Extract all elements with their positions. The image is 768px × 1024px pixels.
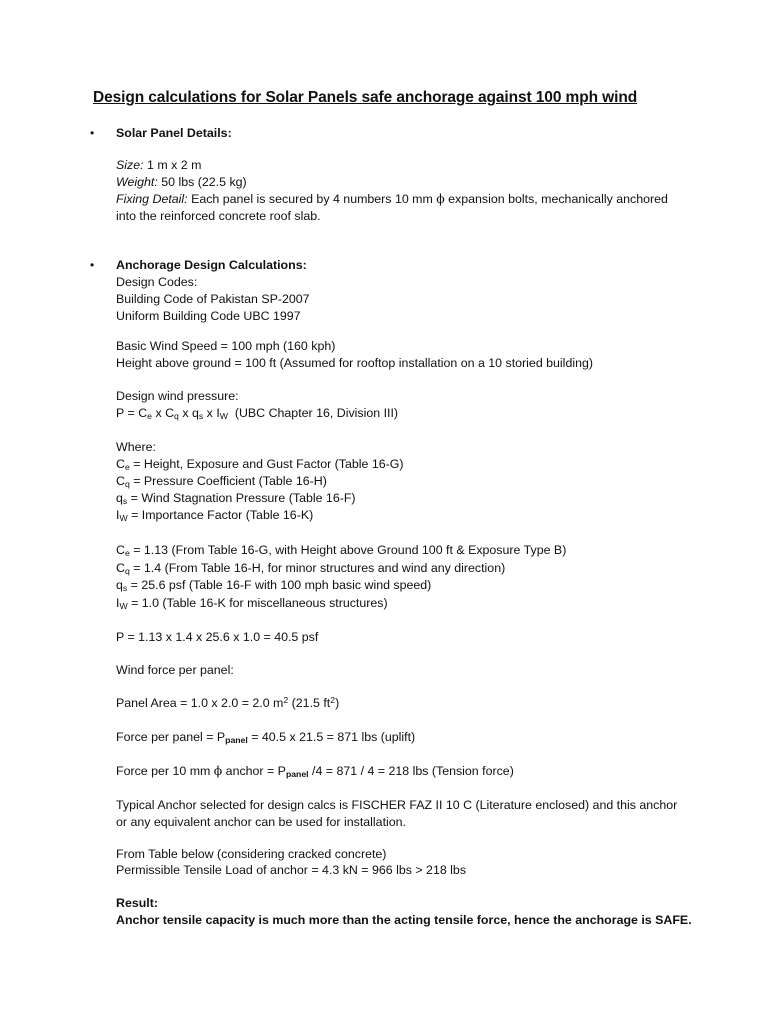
anchorage-heading: Anchorage Design Calculations: (116, 258, 307, 272)
sub-s: s (122, 583, 128, 594)
typical-anchor-line-1: Typical Anchor selected for design calcs is FISCHER FAZ II 10 C (Literature enclosed) and this anchor (116, 798, 678, 812)
force-text: /4 = 871 / 4 = 218 lbs (Tension force) (308, 764, 514, 778)
phi-symbol: ϕ (213, 763, 223, 778)
sub-w: W (119, 513, 128, 524)
value-text: = 1.4 (From Table 16-H, for minor structures and wind any direction) (129, 561, 506, 575)
superscript-2: 2 (283, 695, 289, 706)
area-text: (21.5 ft (288, 696, 331, 710)
definition-ce (116, 457, 404, 473)
sub-e: e (147, 411, 152, 422)
definition-iw (116, 508, 314, 524)
sub-q: q (124, 566, 130, 577)
fixing-line (116, 193, 668, 205)
area-text: ) (335, 696, 340, 710)
symbol-x: x (206, 406, 213, 420)
size-line (116, 159, 201, 171)
fixing-value-pre: Each panel is secured by 4 numbers 10 mm (191, 192, 437, 206)
definition-cq (116, 474, 327, 490)
symbol-i: I (216, 406, 220, 420)
symbol-q: q (116, 491, 123, 505)
size-value: 1 m x 2 m (147, 158, 202, 172)
symbol-c: C (165, 406, 175, 420)
symbol-i: I (116, 596, 120, 610)
pressure-formula (116, 406, 399, 422)
definition-text: = Wind Stagnation Pressure (Table 16-F) (127, 491, 356, 505)
sub-q: q (124, 479, 130, 490)
value-qs (116, 578, 432, 594)
definition-text: = Importance Factor (Table 16-K) (127, 508, 314, 522)
sub-panel: panel (285, 769, 309, 780)
panel-heading: Solar Panel Details: (116, 126, 232, 140)
formula-reference: (UBC Chapter 16, Division III) (234, 406, 399, 420)
force-text: = 40.5 x 21.5 = 871 lbs (uplift) (247, 730, 416, 744)
force-text: Force per 10 mm (116, 764, 214, 778)
symbol-c: C (116, 561, 125, 575)
force-text: anchor = P (222, 764, 286, 778)
document-title: Design calculations for Solar Panels safe anchorage against 100 mph wind (93, 89, 638, 106)
superscript-2: 2 (330, 695, 336, 706)
sub-s: s (198, 411, 204, 422)
force-label: Wind force per panel: (116, 663, 234, 677)
fixing-label: Fixing Detail: (116, 192, 188, 206)
pressure-result: P = 1.13 x 1.4 x 25.6 x 1.0 = 40.5 psf (116, 630, 319, 644)
pressure-label: Design wind pressure: (116, 389, 239, 403)
code-line-2: Uniform Building Code UBC 1997 (116, 309, 301, 323)
symbol-q: q (116, 578, 123, 592)
definition-text: = Height, Exposure and Gust Factor (Table 16-G) (129, 457, 404, 471)
symbol-c: C (116, 543, 125, 557)
symbol-x: x (155, 406, 162, 420)
sub-e: e (124, 462, 130, 473)
force-text: Force per panel = P (116, 730, 226, 744)
weight-value: 50 lbs (22.5 kg) (161, 175, 247, 189)
panel-area-line (116, 697, 339, 709)
weight-label: Weight: (116, 175, 158, 189)
symbol-q: q (191, 406, 199, 420)
value-text: = 25.6 psf (Table 16-F with 100 mph basic wind speed) (127, 578, 432, 592)
code-line-1: Building Code of Pakistan SP-2007 (116, 292, 310, 306)
result-text: Anchor tensile capacity is much more than the acting tensile force, hence the anchorage is SAFE. (116, 913, 692, 927)
height-line: Height above ground = 100 ft (Assumed for rooftop installation on a 10 storied building) (116, 356, 593, 370)
symbol-i: I (116, 508, 120, 522)
sub-panel: panel (225, 735, 248, 746)
symbol-c: C (116, 474, 125, 488)
wind-speed-line: Basic Wind Speed = 100 mph (160 kph) (116, 339, 336, 353)
force-per-panel-line (116, 730, 416, 746)
value-iw (116, 596, 388, 612)
fixing-value-post: expansion bolts, mechanically anchored (444, 192, 668, 206)
symbol-c: C (138, 406, 148, 420)
symbol-c: C (116, 457, 125, 471)
sub-w: W (219, 411, 228, 422)
result-label: Result: (116, 896, 158, 910)
typical-anchor-line-2: or any equivalent anchor can be used for installation. (116, 815, 406, 829)
bullet-marker: • (90, 126, 95, 140)
codes-label: Design Codes: (116, 275, 198, 289)
phi-symbol: ϕ (436, 191, 445, 206)
fixing-line-2: into the reinforced concrete roof slab. (116, 209, 321, 223)
force-per-anchor-line (116, 763, 514, 780)
definition-qs (116, 491, 356, 507)
sub-q: q (174, 411, 179, 422)
size-label: Size: (116, 158, 144, 172)
definition-text: = Pressure Coefficient (Table 16-H) (129, 474, 327, 488)
symbol-p: P (116, 406, 125, 420)
value-cq (116, 561, 506, 577)
value-text: = 1.0 (Table 16-K for miscellaneous structures) (127, 596, 388, 610)
value-text: = 1.13 (From Table 16-G, with Height above Ground 100 ft & Exposure Type B) (129, 543, 567, 557)
where-label: Where: (116, 440, 156, 454)
sub-e: e (124, 548, 130, 559)
area-text: Panel Area = 1.0 x 2.0 = 2.0 m (116, 696, 284, 710)
symbol-x: x (182, 406, 189, 420)
sub-s: s (122, 496, 128, 507)
table-line-2: Permissible Tensile Load of anchor = 4.3 kN = 966 lbs > 218 lbs (116, 863, 467, 877)
value-ce (116, 543, 567, 559)
bullet-marker: • (90, 258, 95, 272)
symbol-eq: = (127, 406, 135, 420)
sub-w: W (119, 601, 128, 612)
weight-line (116, 176, 247, 188)
table-line-1: From Table below (considering cracked concrete) (116, 847, 387, 861)
